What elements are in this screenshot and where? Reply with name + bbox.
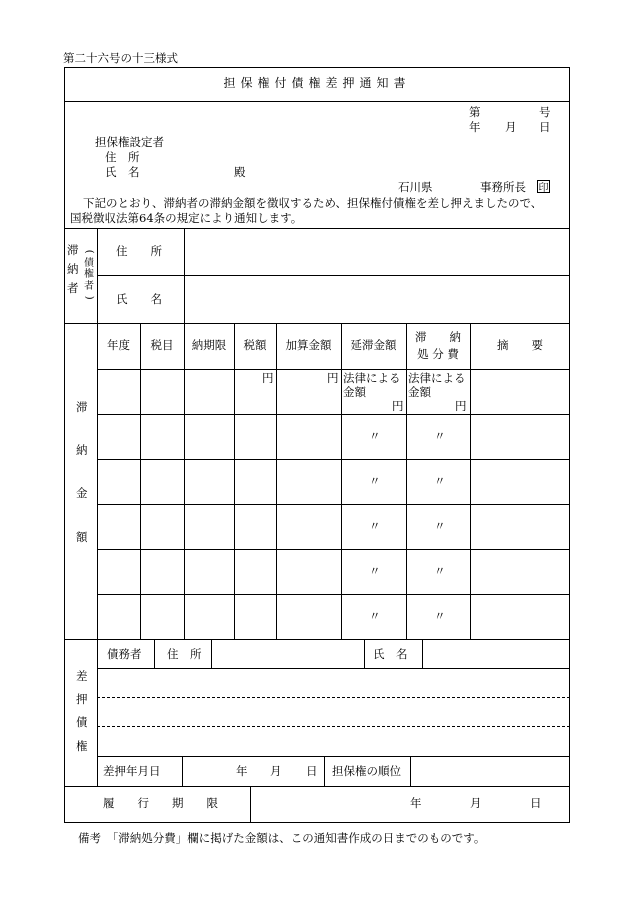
delinquent-paren-label: ( 債 権 者 ) [83, 249, 95, 300]
debtor-address-label: 住 所 [167, 647, 202, 661]
divider [140, 323, 141, 639]
header-tax-item: 税目 [150, 338, 174, 353]
header-due-date: 納期限 [191, 338, 227, 353]
form-number: 第二十六号の十三様式 [63, 51, 178, 65]
deadline-year-label: 年 [410, 796, 422, 810]
divider [97, 504, 570, 505]
body-text-line-2: 国税徴収法第64条の規定により通知します。 [70, 211, 303, 225]
header-delinquency-charge: 延滞金額 [350, 338, 397, 353]
yen-unit-disposal: 円 [455, 399, 467, 413]
divider [154, 639, 155, 668]
yen-unit-additional: 円 [327, 371, 339, 385]
deadline-day-label: 日 [530, 796, 542, 810]
body-text-line-1: 下記のとおり、滞納者の滞納金額を徴収するため、担保権付債権を差し押えましたので、 [83, 196, 543, 210]
issuer-office: 事務所長 [480, 180, 526, 194]
yen-unit-tax: 円 [262, 371, 274, 385]
divider [184, 323, 185, 639]
divider [97, 594, 570, 595]
divider [64, 786, 570, 787]
law-note-disposal-2: 金額 [408, 385, 431, 399]
divider [422, 639, 423, 668]
divider [64, 639, 570, 640]
divider [470, 323, 471, 639]
divider [97, 639, 98, 786]
ditto-mark: 〃 [369, 519, 381, 533]
divider [97, 549, 570, 550]
divider [97, 323, 98, 639]
ditto-mark: 〃 [434, 564, 446, 578]
date-day-label: 日 [539, 120, 551, 134]
divider [341, 323, 342, 639]
delinquent-vertical-label: 滞 納 者 [67, 243, 79, 296]
dotted-line [97, 726, 570, 727]
issuer-prefecture: 石川県 [398, 180, 433, 194]
divider [64, 228, 570, 229]
seizure-day-label: 日 [306, 764, 318, 778]
law-note-delinquency: 法律による [343, 371, 401, 385]
ditto-mark: 〃 [369, 564, 381, 578]
ditto-mark: 〃 [434, 609, 446, 623]
date-year-label: 年 [469, 120, 481, 134]
ditto-mark: 〃 [434, 519, 446, 533]
divider [410, 756, 411, 786]
divider [276, 323, 277, 639]
header-remarks: 摘 要 [497, 338, 543, 353]
divider [64, 101, 570, 102]
date-month-label: 月 [505, 120, 517, 134]
seizure-month-label: 月 [270, 764, 282, 778]
divider [97, 459, 570, 460]
addressee-label: 担保権設定者 [95, 135, 164, 149]
law-note-delinquency-2: 金額 [343, 385, 366, 399]
seizure-year-label: 年 [236, 764, 248, 778]
deadline-month-label: 月 [470, 796, 482, 810]
ditto-mark: 〃 [434, 429, 446, 443]
divider [97, 275, 570, 276]
doc-no-suffix: 号 [539, 105, 551, 119]
divider [250, 786, 251, 823]
document-title: 担保権付債権差押通知書 [223, 76, 411, 91]
law-note-disposal: 法律による [408, 371, 466, 385]
divider [97, 369, 570, 370]
divider [97, 668, 570, 669]
divider [211, 639, 212, 668]
divider [324, 756, 325, 786]
header-fiscal-year: 年度 [107, 338, 130, 353]
header-tax-amount: 税額 [243, 338, 267, 353]
divider [97, 756, 570, 757]
divider [234, 323, 235, 639]
ditto-mark: 〃 [369, 474, 381, 488]
delinquent-address-label: 住 所 [116, 244, 162, 258]
delinquent-name-label: 氏 名 [116, 292, 162, 306]
seized-vertical-label: 差 押 債 権 [76, 669, 88, 753]
divider [364, 639, 365, 668]
doc-no-prefix: 第 [469, 105, 481, 119]
addressee-address-label: 住 所 [105, 150, 140, 164]
header-additional-amount: 加算金額 [285, 338, 332, 353]
ditto-mark: 〃 [434, 474, 446, 488]
addressee-honorific: 殿 [234, 165, 246, 179]
seal-stamp: 印 [537, 180, 550, 193]
dotted-line [97, 697, 570, 698]
debtor-label: 債務者 [107, 647, 142, 661]
header-disposal-cost: 滞 納 処 分 費 [415, 330, 461, 361]
divider [97, 414, 570, 415]
divider [182, 756, 183, 786]
ditto-mark: 〃 [369, 429, 381, 443]
divider [406, 323, 407, 639]
seizure-date-label: 差押年月日 [103, 764, 161, 778]
priority-label: 担保権の順位 [332, 764, 401, 778]
deadline-label: 履 行 期 限 [103, 796, 218, 810]
amount-vertical-label: 滞 納 金 額 [76, 400, 88, 544]
remark-note: 備考 「滞納処分費」欄に掲げた金額は、この通知書作成の日までのものです。 [78, 831, 486, 845]
debtor-name-label: 氏 名 [373, 647, 408, 661]
yen-unit-delinquency: 円 [392, 399, 404, 413]
ditto-mark: 〃 [369, 609, 381, 623]
addressee-name-label: 氏 名 [105, 165, 140, 179]
